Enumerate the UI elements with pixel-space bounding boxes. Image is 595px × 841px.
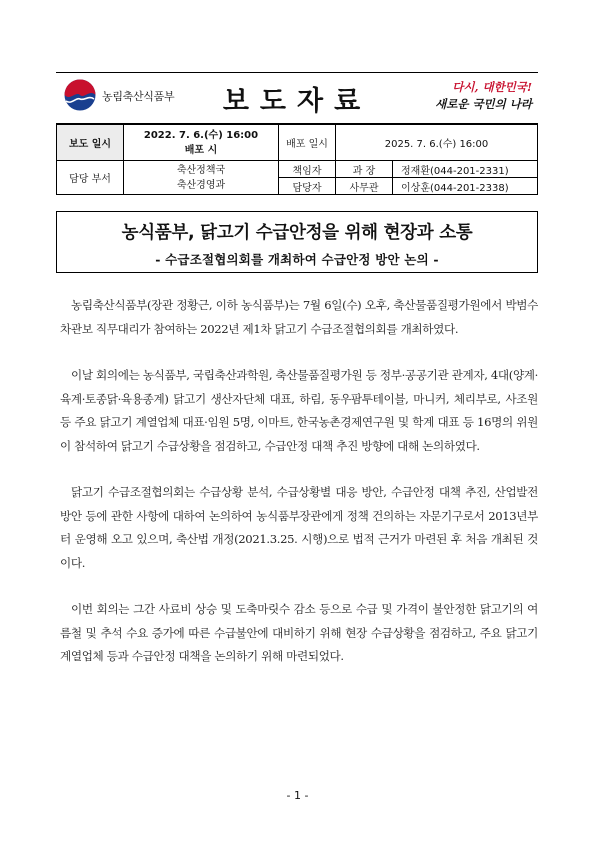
slogan-line-1: 다시, 대한민국!	[452, 80, 532, 94]
press-header	[56, 72, 538, 124]
page-number: - 1 -	[286, 789, 309, 802]
paragraph-4: 이번 회의는 그간 사료비 상승 및 도축마릿수 감소 등으로 수급 및 가격이 불안정한 닭고기의 여름철 및 추석 수요 증가에 따른 수급불안에 대비하기 위해 현장 수급상황을 점검하고, 주요 닭고기 계열업체 등과 수급안정 대책을 논의하기 위해 마련되었다.	[60, 602, 538, 663]
report-time-label: 보도 일시	[57, 125, 124, 161]
responsible-label: 책임자	[279, 161, 336, 178]
staff-contact: 이상훈(044-201-2338)	[393, 178, 538, 195]
department-division: 축산경영과	[176, 179, 226, 191]
staff-title: 사무관	[336, 178, 393, 195]
paragraph-3: 닭고기 수급조절협의회는 수급상황 분석, 수급상황별 대응 방안, 수급안정 대책 추진, 산업발전 방안 등에 관한 사항에 대하여 논의하여 농식품부장관에게 정책 건의하는 자문기구로서 2013년부터 운영해 오고 있으며, 축산법 개정(2021.3.25. 시행)으로 법적 근거가 마련된 후 처음 개최된 것이다.	[60, 485, 538, 570]
department-cell	[124, 161, 279, 195]
department-bureau: 축산정책국	[176, 164, 226, 176]
report-time-cell	[124, 125, 279, 161]
distribution-time-label: 배포 일시	[279, 125, 336, 161]
headline-subtitle: - 수급조절협의회를 개최하여 수급안정 방안 논의 -	[155, 252, 439, 267]
responsible-contact: 정재환(044-201-2331)	[393, 161, 538, 178]
report-time-note: 배포 시	[184, 144, 218, 156]
department-label: 담당 부서	[57, 161, 124, 195]
headline-title: 농식품부, 닭고기 수급안정을 위해 현장과 소통	[121, 223, 473, 243]
release-info-table	[56, 124, 538, 195]
responsible-title: 과 장	[336, 161, 393, 178]
body-text	[60, 294, 538, 692]
distribution-time-value: 2025. 7. 6.(수) 16:00	[336, 125, 538, 161]
report-time-value: 2022. 7. 6.(수) 16:00	[143, 129, 259, 141]
slogan-line-2: 새로운 국민의 나라	[435, 97, 532, 111]
paragraph-1: 농림축산식품부(장관 정황근, 이하 농식품부)는 7월 6일(수) 오후, 축산물품질평가원에서 박범수 차관보 직무대리가 참여하는 2022년 제1차 닭고기 수급조절협의회를 개최하였다.	[60, 298, 538, 336]
slogan	[422, 79, 532, 113]
headline-box	[56, 211, 538, 273]
ministry-name: 농림축산식품부	[102, 90, 175, 103]
government-emblem-icon	[62, 77, 98, 113]
staff-label: 담당자	[279, 178, 336, 195]
press-release-title: 보도자료	[222, 86, 372, 117]
paragraph-2: 이날 회의에는 농식품부, 국립축산과학원, 축산물품질평가원 등 정부·공공기관 관계자, 4대(양계·육계·토종닭·육용종계) 닭고기 생산자단체 대표, 하림, 동우팜투테이블, 마니커, 체리부로, 사조원 등 주요 닭고기 계열업체 대표·임원 5명, 이마트, 한국농촌경제연구원 및 학계 대표 등 16명의 위원이 참석하여 닭고기 수급상황을 점검하고, 수급안정 대책 추진 방향에 대해 논의하였다.	[60, 368, 538, 453]
